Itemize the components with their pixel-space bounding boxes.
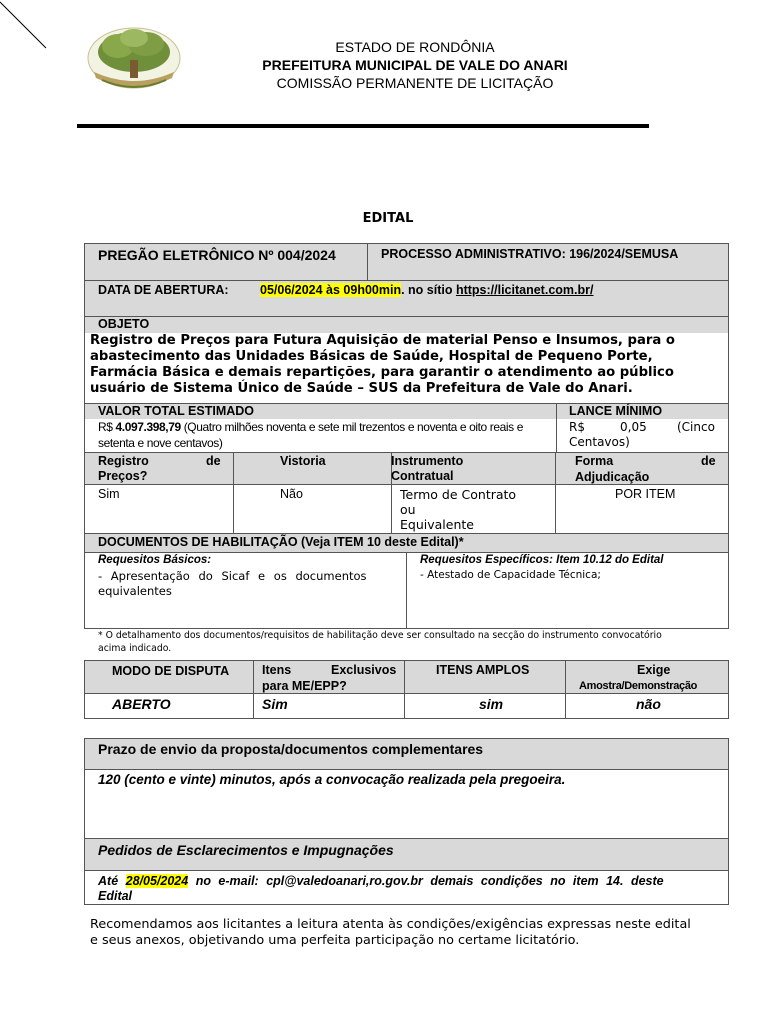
pedidos-pre: Até bbox=[98, 874, 119, 888]
vistoria-label: Vistoria bbox=[280, 454, 326, 468]
objeto-line-3: Farmácia Básica e demais repartições, para garantir o atendimento ao público bbox=[90, 365, 674, 380]
divider bbox=[565, 660, 566, 719]
objeto-line-4: usuário de Sistema Único de Saúde – SUS da Prefeitura de Vale do Anari. bbox=[90, 381, 633, 396]
forma-value: POR ITEM bbox=[615, 487, 676, 501]
objeto-line-2: abastecimento das Unidades Básicas de Saúde, Hospital de Pequeno Porte, bbox=[90, 349, 653, 364]
forma-label-c: Adjudicação bbox=[575, 470, 650, 484]
lance-value: 0,05 bbox=[620, 420, 647, 434]
modo-label: MODO DE DISPUTA bbox=[112, 664, 230, 678]
objeto-label: OBJETO bbox=[98, 317, 150, 331]
divider bbox=[404, 660, 405, 719]
abertura-label: DATA DE ABERTURA: bbox=[98, 283, 229, 297]
lance-prefix: R$ bbox=[569, 420, 585, 434]
lance-label: LANCE MÍNIMO bbox=[569, 404, 663, 418]
header-commission: COMISSÃO PERMANENTE DE LICITAÇÃO bbox=[276, 75, 554, 91]
valor-amount: 4.097.398,79 bbox=[115, 420, 181, 434]
valor-label: VALOR TOTAL ESTIMADO bbox=[98, 404, 255, 418]
exige-label-b: Amostra/Demonstração bbox=[579, 680, 698, 692]
abertura-mid: . no sítio bbox=[401, 283, 453, 297]
pregao-number: PREGÃO ELETRÔNICO Nº 004/2024 bbox=[98, 247, 336, 263]
habilitacao-note-2: acima indicado. bbox=[98, 643, 172, 654]
valor-extenso-2: setenta e nove centavos) bbox=[98, 436, 223, 450]
registro-label-b: de bbox=[206, 454, 221, 468]
valor-extenso-1: (Quatro milhões noventa e sete mil trezentos e noventa e oito reais e bbox=[183, 420, 523, 434]
instrumento-value-3: Equivalente bbox=[400, 517, 474, 532]
registro-label-c: Preços? bbox=[98, 469, 148, 483]
header-divider bbox=[77, 124, 649, 128]
corner-diagonal-line bbox=[0, 0, 60, 60]
recomendacao-line-1: Recomendamos aos licitantes a leitura atenta às condições/exigências expressas neste edital bbox=[90, 917, 691, 932]
divider bbox=[233, 452, 234, 534]
itens-label-a: Itens bbox=[262, 663, 292, 677]
forma-label-b: de bbox=[701, 454, 716, 468]
habilitacao-note-1: * O detalhamento dos documentos/requisitos de habilitação deve ser consultado na secção do instrumento convocatório bbox=[98, 630, 662, 641]
itens-value: Sim bbox=[262, 696, 288, 712]
itens-label-c: para ME/EPP? bbox=[262, 679, 347, 693]
header-prefecture: PREFEITURA MUNICIPAL DE VALE DO ANARI bbox=[262, 57, 568, 73]
instrumento-value-1: Termo de Contrato bbox=[400, 487, 517, 502]
header-state: ESTADO DE RONDÔNIA bbox=[335, 39, 495, 55]
recomendacao-line-2: e seus anexos, objetivando uma perfeita participação no certame licitatório. bbox=[90, 933, 580, 948]
pedidos-line-1 bbox=[98, 874, 664, 888]
amplos-value: sim bbox=[479, 696, 504, 712]
divider bbox=[556, 403, 557, 453]
prazo-text: 120 (cento e vinte) minutos, após a convocação realizada pela pregoeira. bbox=[98, 772, 566, 787]
instrumento-label-a: Instrumento bbox=[391, 454, 464, 468]
itens-label-b: Exclusivos bbox=[331, 663, 397, 677]
forma-label-a: Forma bbox=[575, 454, 614, 468]
amplos-label: ITENS AMPLOS bbox=[436, 663, 530, 677]
vistoria-value: Não bbox=[280, 487, 303, 501]
pedidos-date: 28/05/2024 bbox=[125, 874, 189, 888]
basicos-line-1: - Apresentação do Sicaf e os documentos bbox=[98, 569, 367, 583]
instrumento-value-2: ou bbox=[400, 502, 416, 517]
abertura-date: 05/06/2024 às 09h00min bbox=[260, 283, 402, 297]
abertura-line bbox=[260, 283, 593, 297]
objeto-header bbox=[84, 316, 729, 333]
municipality-logo bbox=[84, 24, 184, 96]
especificos-title: Requesitos Específicos: Item 10.12 do Edital bbox=[420, 554, 664, 566]
valor-line-1 bbox=[98, 420, 523, 434]
licitanet-link[interactable]: https://licitanet.com.br/ bbox=[455, 283, 594, 297]
especificos-line-1: - Atestado de Capacidade Técnica; bbox=[420, 569, 601, 581]
modo-value: ABERTO bbox=[112, 696, 171, 712]
processo-number: PROCESSO ADMINISTRATIVO: 196/2024/SEMUSA bbox=[381, 247, 679, 261]
exige-label-a: Exige bbox=[637, 663, 671, 677]
pedidos-line-2: Edital bbox=[98, 889, 133, 903]
basicos-title: Requesitos Básicos: bbox=[98, 554, 212, 566]
registro-value: Sim bbox=[98, 487, 120, 501]
divider bbox=[253, 660, 254, 719]
exige-value: não bbox=[636, 696, 661, 712]
lance-extenso-1: (Cinco bbox=[677, 420, 715, 434]
divider bbox=[406, 552, 407, 629]
document-title: EDITAL bbox=[362, 211, 414, 226]
valor-prefix: R$ bbox=[98, 420, 113, 434]
basicos-line-2: equivalentes bbox=[98, 584, 172, 598]
divider bbox=[367, 243, 368, 281]
lance-extenso-2: Centavos) bbox=[569, 435, 630, 449]
objeto-line-1: Registro de Preços para Futura Aquisição de material Penso e Insumos, para o bbox=[90, 333, 675, 348]
pedidos-post: no e-mail: cpl@valedoanari,ro.gov.br demais condições no item 14. deste bbox=[195, 874, 664, 888]
registro-label-a: Registro bbox=[98, 454, 149, 468]
habilitacao-title: DOCUMENTOS DE HABILITAÇÃO (Veja ITEM 10 deste Edital)* bbox=[98, 535, 464, 549]
instrumento-label-b: Contratual bbox=[391, 469, 454, 483]
prazo-title: Prazo de envio da proposta/documentos complementares bbox=[98, 741, 484, 757]
divider bbox=[555, 452, 556, 534]
pedidos-title: Pedidos de Esclarecimentos e Impugnações bbox=[98, 842, 394, 858]
